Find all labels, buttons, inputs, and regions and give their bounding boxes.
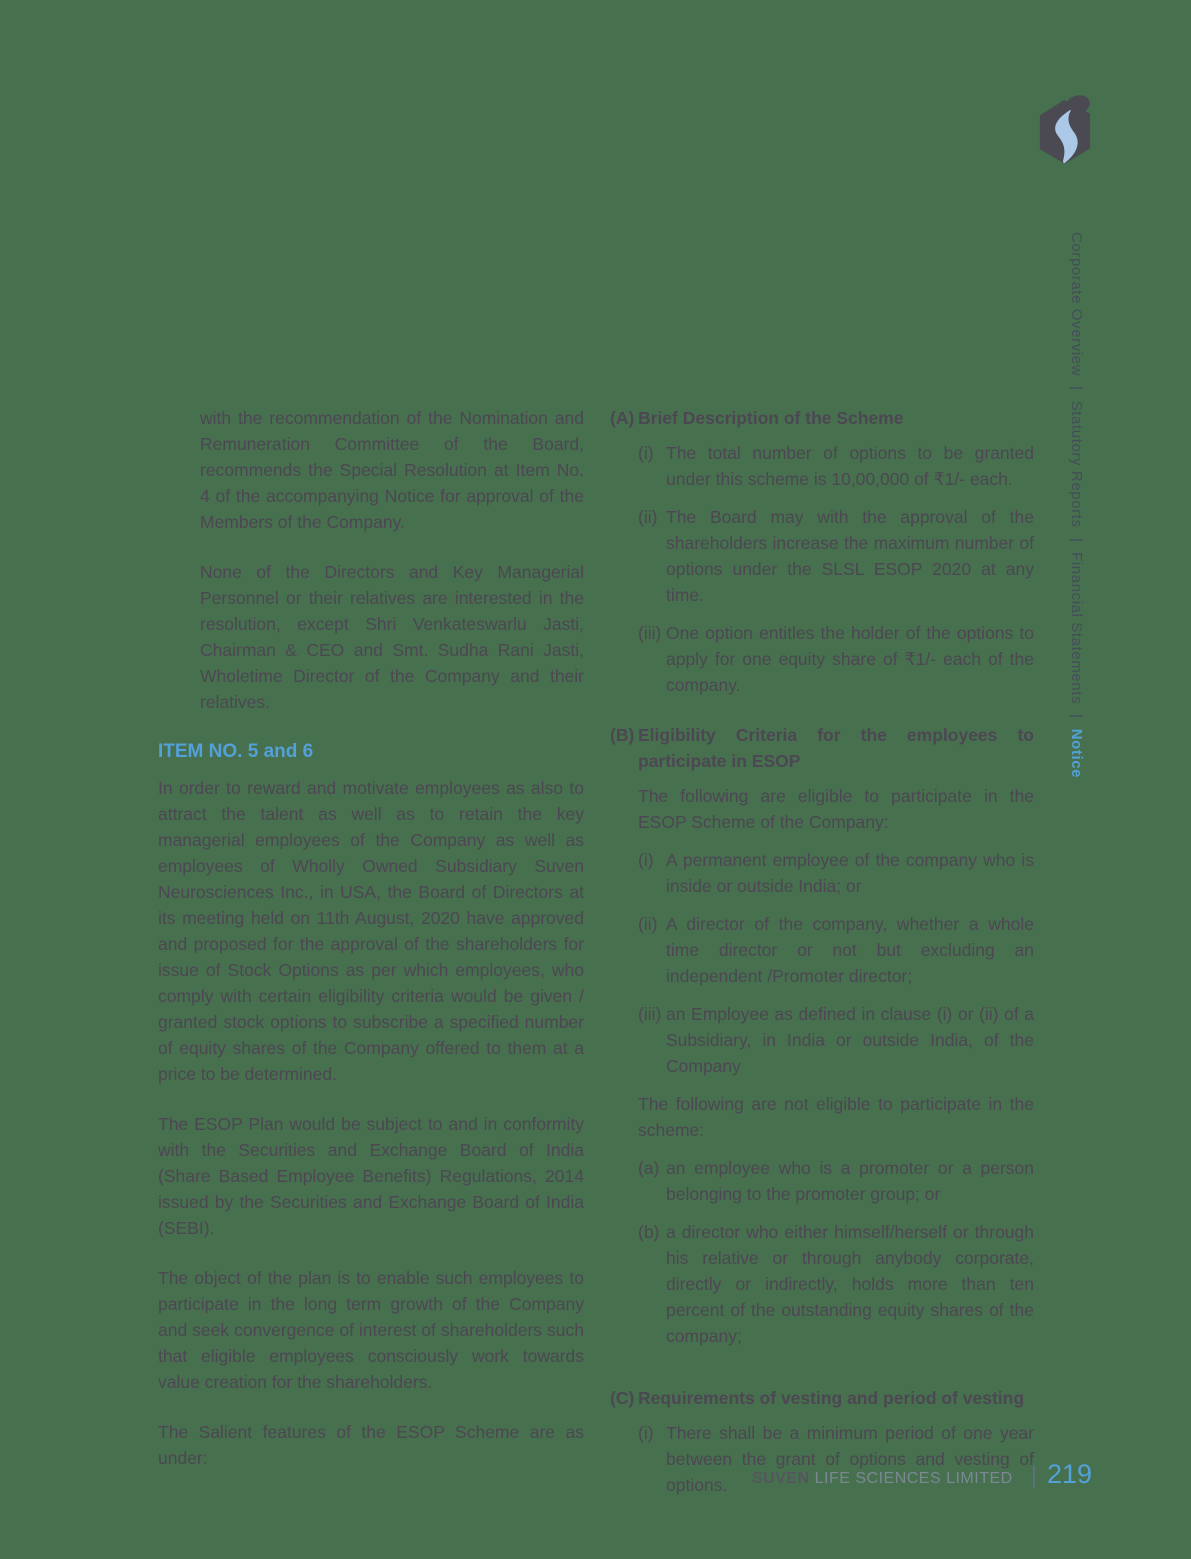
item-no-5-and-6-heading: ITEM NO. 5 and 6 [158,741,314,762]
section-b-title: Eligibility Criteria for the employees to participate in ESOP [638,725,1034,771]
paragraph-plan-object: The object of the plan is to enable such employees to participate in the long term growth of the Company and seek convergence of interest of shareholders such that eligible employees consciously work towards value creation for the shareholders. [158,1268,584,1392]
list-item [638,911,1034,989]
section-b-eligibility-criteria [610,722,1034,1349]
list-item-text: The total number of options to be granted under this scheme is 10,00,000 of ₹1/- each. [666,443,1034,489]
section-a-label: (A) [610,408,635,428]
paragraph-sebi-regulations: The ESOP Plan would be subject to and in conformity with the Securities and Exchange Board of India (Share Based Employee Benefits) Regulations, 2014 issued by the Securities and Exchange Board of India (SEBI). [158,1114,584,1238]
section-c-title: Requirements of vesting and period of vesting [638,1388,1025,1408]
list-marker: (i) [638,443,654,463]
not-eligible-intro-text: The following are not eligible to participate in the scheme: [638,1094,1034,1140]
list-item-text: an Employee as defined in clause (i) or (ii) of a Subsidiary, in India or outside India, of the Company [666,1004,1034,1076]
sidebar-separator: | [1068,386,1085,391]
list-item [638,1219,1034,1349]
footer-brand-rest: LIFE SCIENCES LIMITED [814,1470,1013,1487]
section-b-label: (B) [610,725,635,745]
list-item-text: a director who either himself/herself or through his relative or through anybody corporate, directly or indirectly, holds more than ten percent of the outstanding equity shares of the company; [666,1222,1034,1346]
paragraph-esop-purpose: In order to reward and motivate employees as also to attract the talent as well as to retain the key managerial employees of the Company as well as employees of Wholly Owned Subsidiary Suven Neurosciences Inc., in USA, the Board of Directors at its meeting held on 11th August, 2020 have approved and proposed for the approval of the shareholders for issue of Stock Options as per which employees, who comply with certain eligibility criteria would be given / granted stock options to subscribe a specified number of equity shares of the Company offered to them at a price to be determined. [158,778,584,1084]
list-item-text: The Board may with the approval of the shareholders increase the maximum number of options under the SLSL ESOP 2020 at any time. [666,507,1034,605]
list-item [638,620,1034,698]
list-item [638,1001,1034,1079]
list-marker: (iii) [638,1004,662,1024]
section-b-heading [610,722,1034,774]
list-marker: (i) [638,850,654,870]
list-marker: (ii) [638,507,658,527]
section-c-label: (C) [610,1388,635,1408]
sidebar-item-financial-statements[interactable]: Financial Statements [1068,552,1085,705]
section-c-heading [610,1385,1034,1411]
sidebar-item-notice-active[interactable]: Notice [1068,728,1085,779]
sidebar-separator: | [1068,714,1085,719]
section-a-brief-description [610,405,1034,698]
suven-logo-icon [1035,90,1093,168]
list-item [638,1155,1034,1207]
list-item-text: There shall be a minimum period of one year between the grant of options and vesting of options. [666,1423,1034,1495]
footer-brand-bold: SUVEN [751,1470,810,1487]
sidebar-item-corporate-overview[interactable]: Corporate Overview [1068,232,1085,377]
list-item [638,847,1034,899]
list-item-text: A director of the company, whether a whole time director or not but excluding an independent /Promoter director; [666,914,1034,986]
sidebar-item-statutory-reports[interactable]: Statutory Reports [1068,400,1085,528]
sidebar-separator: | [1068,537,1085,543]
list-item-text: an employee who is a promoter or a person belonging to the promoter group; or [666,1158,1034,1204]
list-marker: (i) [638,1423,654,1443]
eligible-intro-text: The following are eligible to participate in the ESOP Scheme of the Company: [638,786,1034,832]
paragraph-resolution-recommendation: with the recommendation of the Nomination and Remuneration Committee of the Board, recommends the Special Resolution at Item No. 4 of the accompanying Notice for approval of the Members of the Company. [200,408,584,532]
list-item-text: One option entitles the holder of the options to apply for one equity share of ₹1/- each of the company. [666,623,1034,695]
right-text-column [610,405,1034,1522]
footer-separator: | [1030,1462,1037,1489]
section-breadcrumb-vertical [1068,232,1085,779]
section-a-heading [610,405,1034,431]
paragraph-salient-features-lead-in: The Salient features of the ESOP Scheme are as under: [158,1422,584,1468]
page-number: 219 [1046,1459,1092,1489]
list-item [638,440,1034,492]
list-marker: (iii) [638,623,662,643]
list-marker: (b) [638,1222,660,1242]
list-marker: (ii) [638,914,658,934]
list-item [638,504,1034,608]
section-a-title: Brief Description of the Scheme [638,408,904,428]
list-marker: (a) [638,1158,660,1178]
page-footer [752,1459,1092,1490]
left-text-column [158,405,584,1495]
list-item-text: A permanent employee of the company who is inside or outside India; or [666,850,1034,896]
paragraph-directors-interest: None of the Directors and Key Managerial Personnel or their relatives are interested in the resolution, except Shri Venkateswarlu Jasti, Chairman & CEO and Smt. Sudha Rani Jasti, Wholetime Director of the Company and their relatives. [200,562,584,712]
